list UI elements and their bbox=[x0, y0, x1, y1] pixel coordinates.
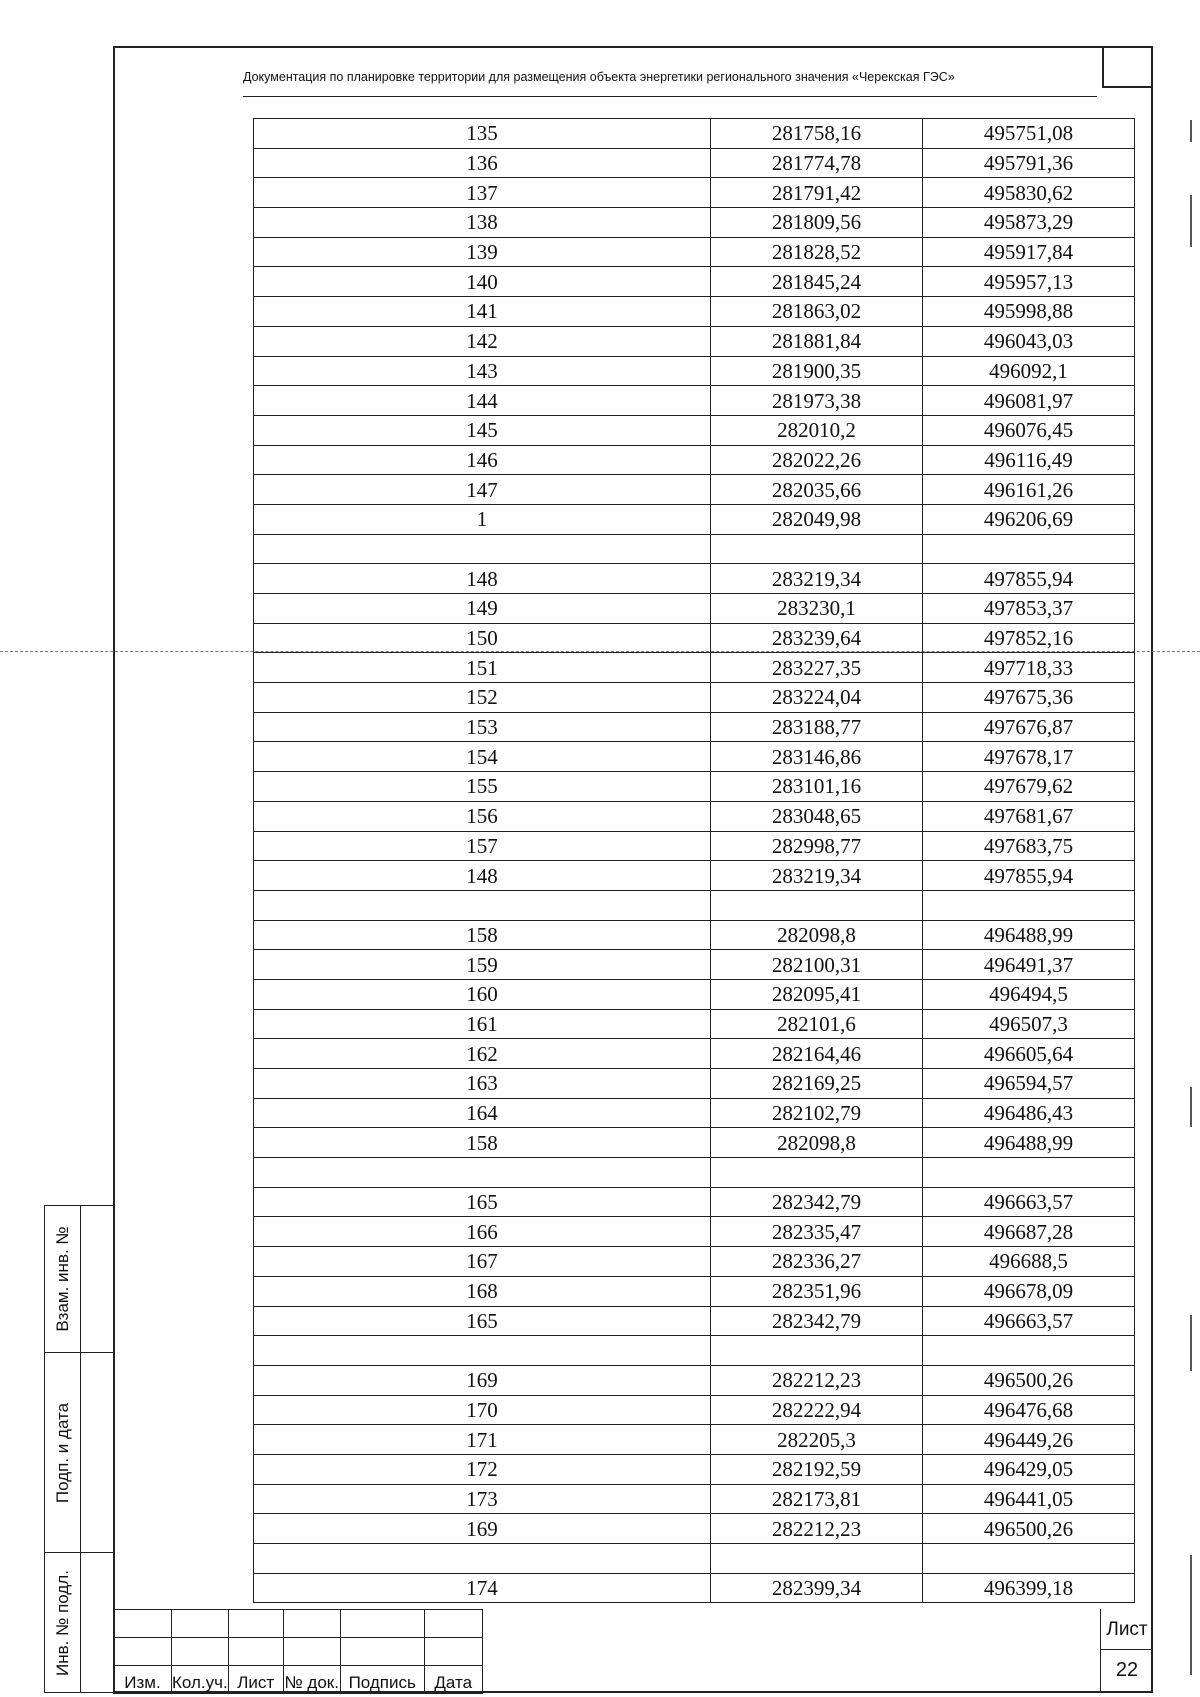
x-coordinate: 282192,59 bbox=[711, 1454, 923, 1484]
y-coordinate: 497679,62 bbox=[923, 772, 1135, 802]
table-row bbox=[254, 712, 1135, 742]
table-row bbox=[254, 831, 1135, 861]
point-number: 169 bbox=[254, 1365, 711, 1395]
table-row bbox=[254, 1544, 1135, 1574]
y-coordinate: 496687,28 bbox=[923, 1217, 1135, 1247]
point-number: 156 bbox=[254, 801, 711, 831]
y-coordinate: 496488,99 bbox=[923, 920, 1135, 950]
point-number bbox=[254, 534, 711, 564]
point-number: 137 bbox=[254, 178, 711, 208]
table-row bbox=[254, 1217, 1135, 1247]
point-number: 141 bbox=[254, 297, 711, 327]
x-coordinate: 281881,84 bbox=[711, 326, 923, 356]
y-coordinate bbox=[923, 890, 1135, 920]
y-coordinate: 495873,29 bbox=[923, 208, 1135, 238]
y-coordinate: 497855,94 bbox=[923, 861, 1135, 891]
y-coordinate: 496605,64 bbox=[923, 1039, 1135, 1069]
point-number: 157 bbox=[254, 831, 711, 861]
x-coordinate: 283188,77 bbox=[711, 712, 923, 742]
table-row bbox=[254, 1484, 1135, 1514]
y-coordinate: 496206,69 bbox=[923, 504, 1135, 534]
point-number: 138 bbox=[254, 208, 711, 238]
title-block-cell bbox=[283, 1610, 340, 1638]
y-coordinate: 496476,68 bbox=[923, 1395, 1135, 1425]
podp-cell bbox=[45, 1353, 81, 1553]
x-coordinate: 282335,47 bbox=[711, 1217, 923, 1247]
point-number: 148 bbox=[254, 861, 711, 891]
coordinates-table bbox=[253, 118, 1135, 1603]
title-block-cell bbox=[172, 1610, 229, 1638]
x-coordinate bbox=[711, 1336, 923, 1366]
y-coordinate: 495791,36 bbox=[923, 148, 1135, 178]
margin-mark bbox=[1190, 195, 1192, 247]
x-coordinate: 283224,04 bbox=[711, 683, 923, 713]
table-row bbox=[254, 1336, 1135, 1366]
x-coordinate: 282022,26 bbox=[711, 445, 923, 475]
table-row bbox=[254, 920, 1135, 950]
point-number: 140 bbox=[254, 267, 711, 297]
x-coordinate: 283219,34 bbox=[711, 564, 923, 594]
table-row bbox=[254, 623, 1135, 653]
x-coordinate: 283101,16 bbox=[711, 772, 923, 802]
x-coordinate: 281809,56 bbox=[711, 208, 923, 238]
point-number: 144 bbox=[254, 386, 711, 416]
point-number: 139 bbox=[254, 237, 711, 267]
x-coordinate: 281774,78 bbox=[711, 148, 923, 178]
point-number: 165 bbox=[254, 1187, 711, 1217]
margin-mark bbox=[1190, 1555, 1192, 1675]
x-coordinate: 282212,23 bbox=[711, 1514, 923, 1544]
x-coordinate: 282351,96 bbox=[711, 1276, 923, 1306]
podp-label: Подп. и дата bbox=[53, 1402, 72, 1504]
table-row bbox=[254, 1454, 1135, 1484]
y-coordinate: 497718,33 bbox=[923, 653, 1135, 683]
y-coordinate: 496594,57 bbox=[923, 1069, 1135, 1099]
point-number: 153 bbox=[254, 712, 711, 742]
table-row bbox=[254, 683, 1135, 713]
point-number: 145 bbox=[254, 415, 711, 445]
sheet-box bbox=[1100, 1609, 1153, 1693]
title-block-cell bbox=[172, 1638, 229, 1666]
point-number: 166 bbox=[254, 1217, 711, 1247]
margin-mark bbox=[1190, 1087, 1192, 1127]
point-number: 150 bbox=[254, 623, 711, 653]
x-coordinate: 282095,41 bbox=[711, 979, 923, 1009]
x-coordinate: 281845,24 bbox=[711, 267, 923, 297]
x-coordinate: 282010,2 bbox=[711, 415, 923, 445]
point-number: 152 bbox=[254, 683, 711, 713]
point-number: 146 bbox=[254, 445, 711, 475]
point-number: 158 bbox=[254, 1128, 711, 1158]
y-coordinate: 496663,57 bbox=[923, 1187, 1135, 1217]
y-coordinate: 496688,5 bbox=[923, 1247, 1135, 1277]
point-number: 162 bbox=[254, 1039, 711, 1069]
x-coordinate: 283048,65 bbox=[711, 801, 923, 831]
y-coordinate bbox=[923, 1544, 1135, 1574]
y-coordinate: 496429,05 bbox=[923, 1454, 1135, 1484]
y-coordinate bbox=[923, 1336, 1135, 1366]
table-row bbox=[254, 861, 1135, 891]
x-coordinate: 282336,27 bbox=[711, 1247, 923, 1277]
x-coordinate: 282100,31 bbox=[711, 950, 923, 980]
x-coordinate: 282399,34 bbox=[711, 1573, 923, 1603]
point-number: 165 bbox=[254, 1306, 711, 1336]
table-row bbox=[254, 1128, 1135, 1158]
vzam-cell bbox=[45, 1206, 81, 1353]
table-row bbox=[254, 208, 1135, 238]
table-row bbox=[254, 475, 1135, 505]
y-coordinate: 496500,26 bbox=[923, 1365, 1135, 1395]
y-coordinate: 496663,57 bbox=[923, 1306, 1135, 1336]
y-coordinate: 496500,26 bbox=[923, 1514, 1135, 1544]
point-number: 149 bbox=[254, 594, 711, 624]
y-coordinate: 496449,26 bbox=[923, 1425, 1135, 1455]
table-row bbox=[254, 1009, 1135, 1039]
table-row bbox=[254, 1069, 1135, 1099]
point-number: 143 bbox=[254, 356, 711, 386]
corner-box bbox=[1102, 46, 1153, 88]
x-coordinate: 283227,35 bbox=[711, 653, 923, 683]
y-coordinate: 495957,13 bbox=[923, 267, 1135, 297]
y-coordinate: 496507,3 bbox=[923, 1009, 1135, 1039]
col-podpis: Подпись bbox=[340, 1666, 424, 1694]
table-row bbox=[254, 297, 1135, 327]
x-coordinate: 282173,81 bbox=[711, 1484, 923, 1514]
col-izm: Изм. bbox=[114, 1666, 172, 1694]
point-number: 148 bbox=[254, 564, 711, 594]
title-block-cell bbox=[228, 1610, 283, 1638]
point-number: 170 bbox=[254, 1395, 711, 1425]
point-number: 135 bbox=[254, 119, 711, 149]
x-coordinate: 282164,46 bbox=[711, 1039, 923, 1069]
y-coordinate: 496678,09 bbox=[923, 1276, 1135, 1306]
side-stamp bbox=[44, 1205, 115, 1693]
table-row bbox=[254, 1365, 1135, 1395]
y-coordinate: 496441,05 bbox=[923, 1484, 1135, 1514]
table-row bbox=[254, 237, 1135, 267]
x-coordinate: 282212,23 bbox=[711, 1365, 923, 1395]
x-coordinate bbox=[711, 1158, 923, 1188]
y-coordinate bbox=[923, 534, 1135, 564]
table-row bbox=[254, 415, 1135, 445]
title-block-cell bbox=[424, 1610, 482, 1638]
title-block-cell bbox=[114, 1638, 172, 1666]
x-coordinate: 282998,77 bbox=[711, 831, 923, 861]
y-coordinate: 497678,17 bbox=[923, 742, 1135, 772]
x-coordinate: 282049,98 bbox=[711, 504, 923, 534]
y-coordinate: 496494,5 bbox=[923, 979, 1135, 1009]
table-row bbox=[254, 1039, 1135, 1069]
table-row bbox=[254, 594, 1135, 624]
y-coordinate: 497855,94 bbox=[923, 564, 1135, 594]
col-kol-uch: Кол.уч. bbox=[172, 1666, 229, 1694]
table-row bbox=[254, 148, 1135, 178]
table-row bbox=[254, 979, 1135, 1009]
x-coordinate: 282342,79 bbox=[711, 1187, 923, 1217]
point-number: 168 bbox=[254, 1276, 711, 1306]
table-row bbox=[254, 742, 1135, 772]
point-number: 151 bbox=[254, 653, 711, 683]
table-row bbox=[254, 950, 1135, 980]
table-row bbox=[254, 267, 1135, 297]
y-coordinate: 496043,03 bbox=[923, 326, 1135, 356]
point-number bbox=[254, 1158, 711, 1188]
x-coordinate: 282342,79 bbox=[711, 1306, 923, 1336]
title-block-cell bbox=[340, 1610, 424, 1638]
title-block-cell bbox=[424, 1638, 482, 1666]
x-coordinate: 281863,02 bbox=[711, 297, 923, 327]
table-row bbox=[254, 653, 1135, 683]
y-coordinate: 496491,37 bbox=[923, 950, 1135, 980]
point-number bbox=[254, 890, 711, 920]
x-coordinate: 283239,64 bbox=[711, 623, 923, 653]
point-number: 155 bbox=[254, 772, 711, 802]
x-coordinate: 282222,94 bbox=[711, 1395, 923, 1425]
x-coordinate: 282098,8 bbox=[711, 920, 923, 950]
margin-mark bbox=[1190, 120, 1192, 142]
y-coordinate: 497675,36 bbox=[923, 683, 1135, 713]
title-block-cell bbox=[340, 1638, 424, 1666]
x-coordinate: 282205,3 bbox=[711, 1425, 923, 1455]
y-coordinate: 496116,49 bbox=[923, 445, 1135, 475]
table-row bbox=[254, 1306, 1135, 1336]
y-coordinate: 497683,75 bbox=[923, 831, 1135, 861]
sheet-number: 22 bbox=[1115, 1659, 1139, 1681]
table-row bbox=[254, 890, 1135, 920]
table-row bbox=[254, 1158, 1135, 1188]
table-row bbox=[254, 1187, 1135, 1217]
table-row bbox=[254, 326, 1135, 356]
y-coordinate: 497676,87 bbox=[923, 712, 1135, 742]
y-coordinate: 496488,99 bbox=[923, 1128, 1135, 1158]
point-number: 171 bbox=[254, 1425, 711, 1455]
y-coordinate: 496399,18 bbox=[923, 1573, 1135, 1603]
point-number: 173 bbox=[254, 1484, 711, 1514]
table-row bbox=[254, 119, 1135, 149]
x-coordinate: 281791,42 bbox=[711, 178, 923, 208]
y-coordinate: 495830,62 bbox=[923, 178, 1135, 208]
y-coordinate: 496081,97 bbox=[923, 386, 1135, 416]
point-number bbox=[254, 1336, 711, 1366]
table-row bbox=[254, 1276, 1135, 1306]
x-coordinate: 282102,79 bbox=[711, 1098, 923, 1128]
col-nom-dok: № док. bbox=[283, 1666, 340, 1694]
x-coordinate: 283219,34 bbox=[711, 861, 923, 891]
point-number: 172 bbox=[254, 1454, 711, 1484]
point-number: 1 bbox=[254, 504, 711, 534]
point-number: 147 bbox=[254, 475, 711, 505]
vzam-label: Взам. инв. № bbox=[53, 1226, 72, 1332]
point-number: 167 bbox=[254, 1247, 711, 1277]
y-coordinate: 496076,45 bbox=[923, 415, 1135, 445]
x-coordinate: 281973,38 bbox=[711, 386, 923, 416]
x-coordinate: 282101,6 bbox=[711, 1009, 923, 1039]
sheet-label: Лист bbox=[1101, 1609, 1153, 1650]
x-coordinate: 282098,8 bbox=[711, 1128, 923, 1158]
table-row bbox=[254, 1425, 1135, 1455]
document-header: Документация по планировке территории для размещения объекта энергетики регионального значения «Черекская ГЭС» bbox=[243, 70, 955, 84]
point-number: 142 bbox=[254, 326, 711, 356]
y-coordinate: 497853,37 bbox=[923, 594, 1135, 624]
table-row bbox=[254, 1514, 1135, 1544]
point-number: 169 bbox=[254, 1514, 711, 1544]
y-coordinate: 496161,26 bbox=[923, 475, 1135, 505]
col-data: Дата bbox=[424, 1666, 482, 1694]
x-coordinate bbox=[711, 1544, 923, 1574]
title-block-cell bbox=[228, 1638, 283, 1666]
inv-cell bbox=[45, 1553, 81, 1692]
point-number: 161 bbox=[254, 1009, 711, 1039]
x-coordinate: 281828,52 bbox=[711, 237, 923, 267]
title-block-grid bbox=[113, 1609, 483, 1694]
point-number: 160 bbox=[254, 979, 711, 1009]
y-coordinate: 495751,08 bbox=[923, 119, 1135, 149]
table-row bbox=[254, 178, 1135, 208]
point-number: 158 bbox=[254, 920, 711, 950]
y-coordinate: 497852,16 bbox=[923, 623, 1135, 653]
table-row bbox=[254, 801, 1135, 831]
point-number: 164 bbox=[254, 1098, 711, 1128]
x-coordinate: 283146,86 bbox=[711, 742, 923, 772]
inv-label: Инв. № подл. bbox=[53, 1570, 72, 1676]
y-coordinate bbox=[923, 1158, 1135, 1188]
title-block-cell bbox=[283, 1638, 340, 1666]
table-row bbox=[254, 534, 1135, 564]
table-row bbox=[254, 1098, 1135, 1128]
x-coordinate: 282169,25 bbox=[711, 1069, 923, 1099]
y-coordinate: 495917,84 bbox=[923, 237, 1135, 267]
point-number: 159 bbox=[254, 950, 711, 980]
table-row bbox=[254, 504, 1135, 534]
header-underline bbox=[243, 96, 1097, 97]
col-list: Лист bbox=[228, 1666, 283, 1694]
y-coordinate: 497681,67 bbox=[923, 801, 1135, 831]
point-number: 174 bbox=[254, 1573, 711, 1603]
point-number bbox=[254, 1544, 711, 1574]
table-row bbox=[254, 1395, 1135, 1425]
table-row bbox=[254, 445, 1135, 475]
x-coordinate: 283230,1 bbox=[711, 594, 923, 624]
point-number: 136 bbox=[254, 148, 711, 178]
y-coordinate: 495998,88 bbox=[923, 297, 1135, 327]
x-coordinate: 281758,16 bbox=[711, 119, 923, 149]
margin-mark bbox=[1190, 1315, 1192, 1371]
table-row bbox=[254, 1247, 1135, 1277]
y-coordinate: 496486,43 bbox=[923, 1098, 1135, 1128]
x-coordinate bbox=[711, 534, 923, 564]
table-row bbox=[254, 564, 1135, 594]
x-coordinate: 281900,35 bbox=[711, 356, 923, 386]
point-number: 163 bbox=[254, 1069, 711, 1099]
table-row bbox=[254, 386, 1135, 416]
x-coordinate: 282035,66 bbox=[711, 475, 923, 505]
y-coordinate: 496092,1 bbox=[923, 356, 1135, 386]
table-row bbox=[254, 772, 1135, 802]
point-number: 154 bbox=[254, 742, 711, 772]
title-block-cell bbox=[114, 1610, 172, 1638]
x-coordinate bbox=[711, 890, 923, 920]
table-row bbox=[254, 356, 1135, 386]
table-row bbox=[254, 1573, 1135, 1603]
